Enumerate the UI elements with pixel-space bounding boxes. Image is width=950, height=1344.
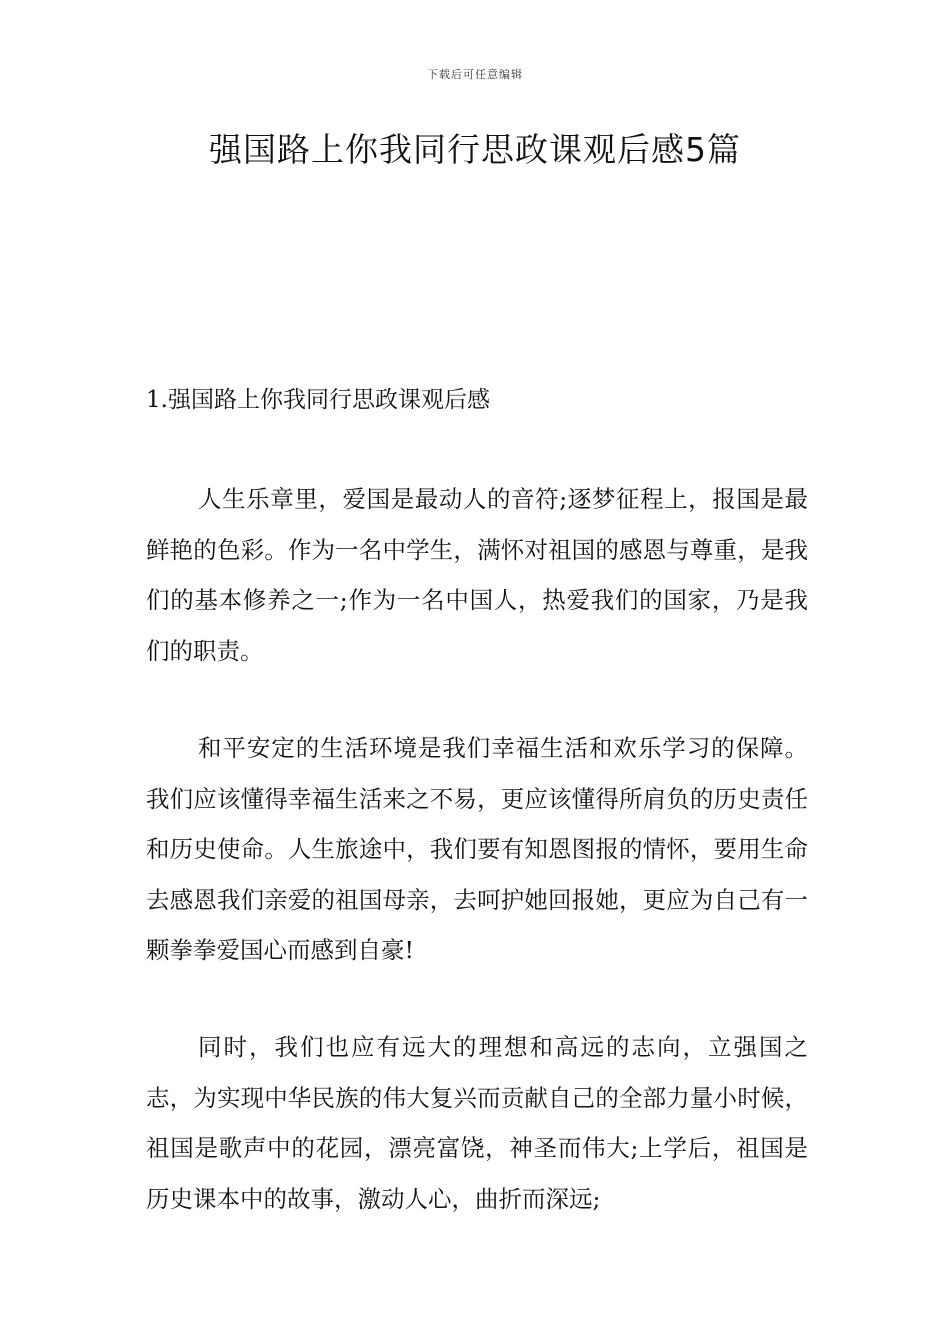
document-title: 强国路上你我同行思政课观后感5篇 bbox=[209, 130, 741, 169]
section-heading: 1.强国路上你我同行思政课观后感 bbox=[146, 387, 490, 413]
paragraph-1: 人生乐章里，爱国是最动人的音符;逐梦征程上，报国是最鲜艳的色彩。作为一名中学生，满怀对祖国的感恩与尊重，是我们的基本修养之一;作为一名中国人，热爱我们的国家，乃是我们的职责。 bbox=[146, 485, 808, 665]
paragraph-3: 同时，我们也应有远大的理想和高远的志向，立强国之志，为实现中华民族的伟大复兴而贡献自己的全部力量小时候，祖国是歌声中的花园，漂亮富饶，神圣而伟大;上学后，祖国是历史课本中的故事，激动人心，曲折而深远; bbox=[146, 1033, 808, 1213]
page-header-note: 下载后可任意编辑 bbox=[427, 68, 523, 81]
paragraph-2: 和平安定的生活环境是我们幸福生活和欢乐学习的保障。我们应该懂得幸福生活来之不易，更应该懂得所肩负的历史责任和历史使命。人生旅途中，我们要有知恩图报的情怀，要用生命去感恩我们亲爱的祖国母亲，去呵护她回报她，更应为自己有一颗拳拳爱国心而感到自豪! bbox=[146, 734, 808, 964]
